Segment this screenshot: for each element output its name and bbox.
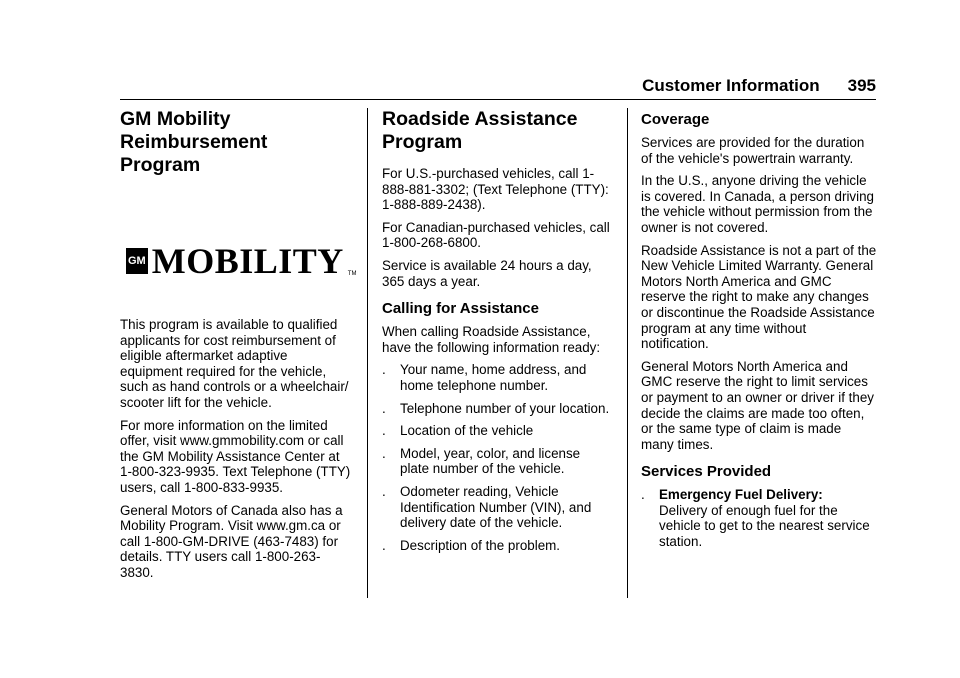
coverage-heading: Coverage bbox=[641, 111, 710, 128]
mobility-heading: GM Mobility Reimbursement Program bbox=[120, 108, 268, 176]
bullet-icon: . bbox=[382, 483, 386, 499]
list-item: . Telephone number of your location. bbox=[382, 400, 610, 416]
column-mobility bbox=[120, 108, 357, 588]
service-description: Delivery of enough fuel for the vehicle to get to the nearest service station. bbox=[659, 502, 870, 550]
paragraph: For Canadian-purchased vehicles, call 1-800-268-6800. bbox=[382, 219, 610, 251]
paragraph: General Motors of Canada also has a Mobility Program. Visit www.gm.ca or call 1-800-GM-DRIVE (463-7483) for details. TTY users call 1-800-263-3830. bbox=[120, 502, 343, 580]
page-number: 395 bbox=[847, 76, 876, 95]
column-divider bbox=[367, 108, 368, 598]
gm-logo-icon: GM bbox=[126, 248, 148, 274]
service-term: Emergency Fuel Delivery: bbox=[659, 487, 823, 503]
column-coverage bbox=[641, 108, 877, 557]
gm-mobility-logo bbox=[126, 241, 357, 281]
page-header bbox=[120, 72, 876, 100]
section-title: Customer Information bbox=[642, 76, 820, 95]
paragraph: Service is available 24 hours a day, 365 days a year. bbox=[382, 257, 592, 289]
paragraph: This program is available to qualified applicants for cost reimbursement of eligible aftermarket adaptive equipment required for the vehicle, such as hand controls or a wheelchair/ scooter lift for the vehicle. bbox=[120, 317, 349, 410]
header-rule bbox=[120, 99, 876, 100]
logo-wordmark: MOBILITY bbox=[151, 241, 344, 281]
bullet-icon: . bbox=[641, 487, 645, 503]
list-item: . Description of the problem. bbox=[382, 537, 561, 553]
list-item: . Location of the vehicle bbox=[382, 423, 534, 439]
paragraph: When calling Roadside Assistance, have the following information ready: bbox=[382, 324, 601, 355]
bullet-icon: . bbox=[382, 537, 386, 553]
paragraph: General Motors North America and GMC reserve the right to limit services or payment to an owner or driver if they decide the claims are made too often, or the same type of claim is made many times. bbox=[641, 358, 874, 452]
paragraph: In the U.S., anyone driving the vehicle is covered. In Canada, a person driving the vehicle without permission from the owner is not covered. bbox=[641, 173, 874, 235]
paragraph: For U.S.-purchased vehicles, call 1-888-881-3302; (Text Telephone (TTY): 1-888-889-2438). bbox=[382, 166, 609, 213]
info-list bbox=[382, 362, 610, 553]
bullet-icon: . bbox=[382, 423, 386, 439]
trademark-mark: TM bbox=[347, 271, 357, 277]
list-item: . Your name, home address, and home telephone number. bbox=[382, 362, 587, 393]
paragraph: Roadside Assistance is not a part of the New Vehicle Limited Warranty. General Motors North America and GMC reserve the right to make any changes or discontinue the Roadside Assistance program at any time without notification. bbox=[641, 242, 877, 352]
paragraph: For more information on the limited offer, visit www.gmmobility.com or call the GM Mobility Assistance Center at 1-800-323-9935. Text Telephone (TTY) users, call 1-800-833-9935. bbox=[120, 417, 351, 495]
services-list bbox=[641, 487, 877, 549]
list-item bbox=[641, 487, 877, 549]
bullet-icon: . bbox=[382, 400, 386, 416]
calling-heading: Calling for Assistance bbox=[382, 300, 539, 318]
column-divider bbox=[627, 108, 628, 598]
bullet-icon: . bbox=[382, 445, 386, 461]
column-roadside bbox=[382, 108, 610, 560]
services-heading: Services Provided bbox=[641, 463, 772, 481]
list-item: . Model, year, color, and license plate number of the vehicle. bbox=[382, 445, 581, 477]
bullet-icon: . bbox=[382, 362, 386, 378]
paragraph: Services are provided for the duration of the vehicle's powertrain warranty. bbox=[641, 135, 865, 166]
roadside-heading: Roadside Assistance Program bbox=[382, 108, 578, 153]
list-item: . Odometer reading, Vehicle Identification Number (VIN), and delivery date of the vehicle. bbox=[382, 483, 592, 531]
